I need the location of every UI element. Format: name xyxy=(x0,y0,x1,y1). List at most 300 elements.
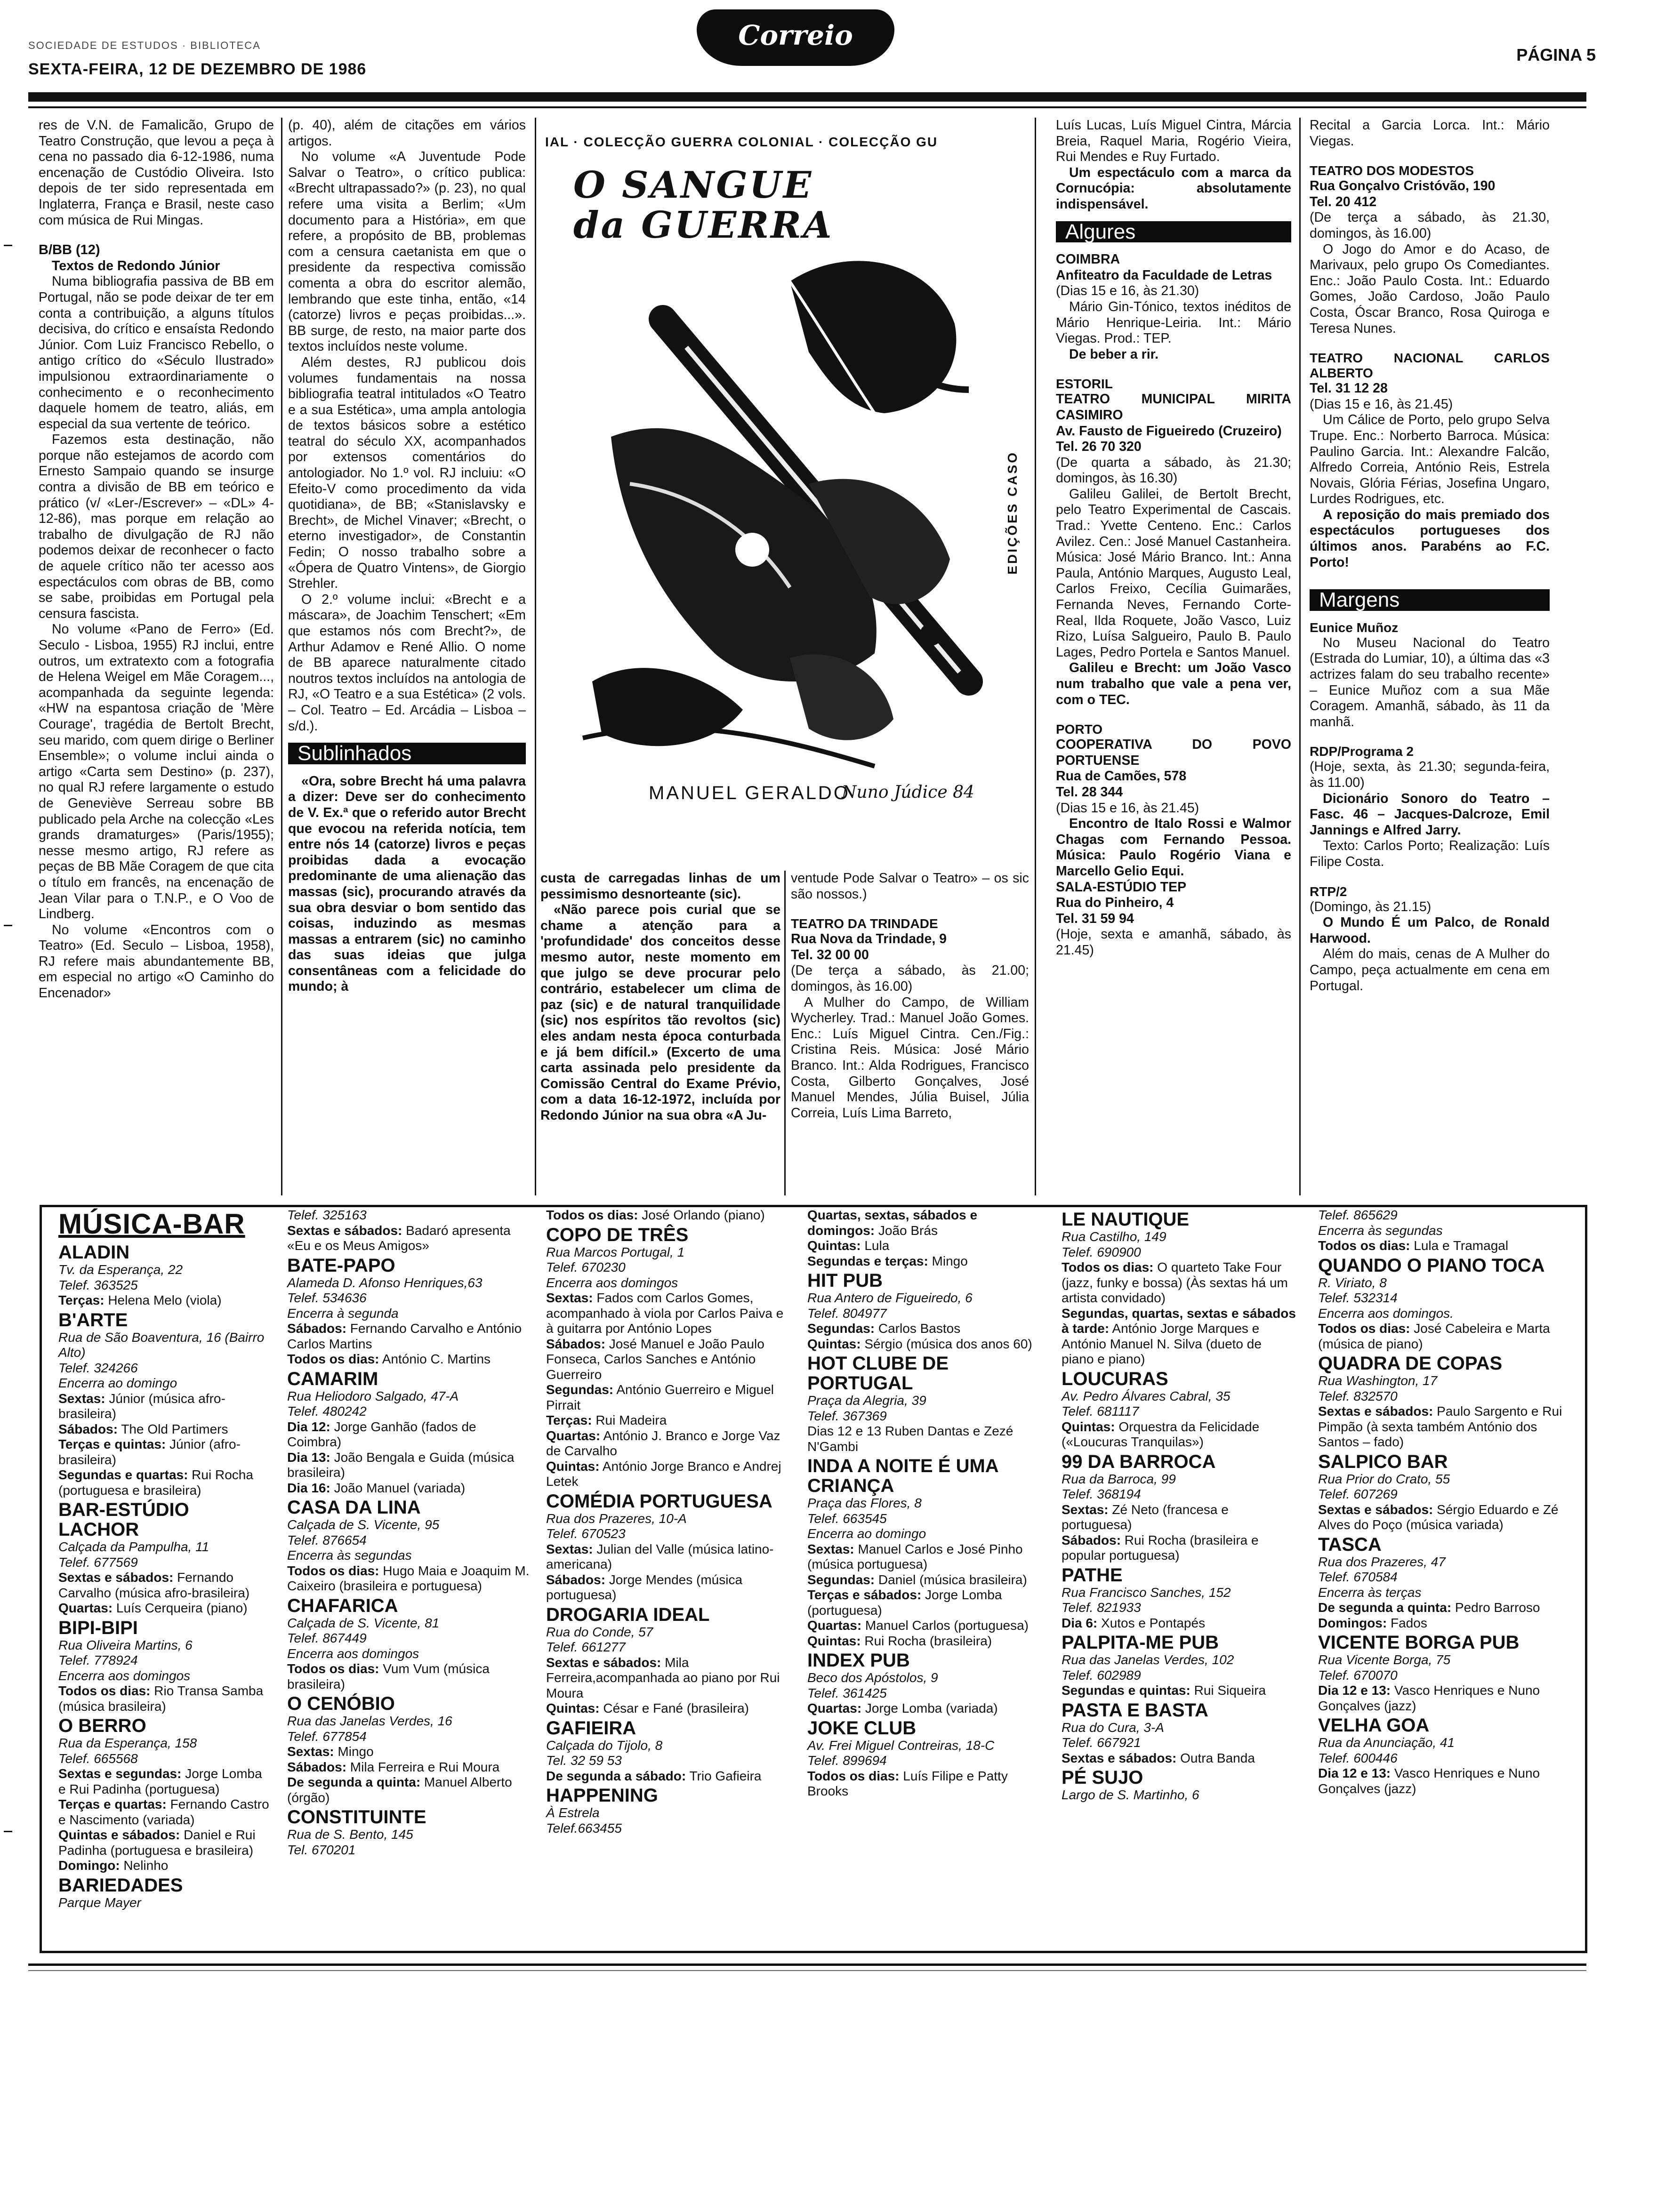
city-coimbra: COIMBRA xyxy=(1056,252,1120,267)
censorship-quote: «Ora, sobre Brecht há uma palavra a dizer: Deve ser do conhecimento de V. Ex.ª que o referido autor Brecht que evocou na referida notícia, tem entre nós 14 (catorze) livros e peças proibidas dada a evocação predominante de uma alienação das massas (sic), procurando através da sua obra desviar o bom sentido das coisas, induzindo as mesmas massas a entrarem (sic) no caminho das suas ideias que julga consentâneas com a felicidade do mundo; à xyxy=(288,773,526,994)
scan-code: SOCIEDADE DE ESTUDOS · BIBLIOTECA xyxy=(28,40,261,51)
bar-schedule-line: Sextas e sábados: Fernando Carvalho (música afro-brasileira) xyxy=(58,1570,250,1600)
bar-schedule-line: Quintas: Rui Rocha (brasileira) xyxy=(807,1633,992,1648)
bar-schedule-line: Sextas: Manuel Carlos e José Pinho (música portuguesa) xyxy=(807,1541,1023,1571)
bar-listing xyxy=(807,1718,1043,1799)
bar-name: B'ARTE xyxy=(58,1309,128,1330)
bar-phone: Telef. 690900 xyxy=(1062,1244,1141,1259)
bar-name: BARIEDADES xyxy=(58,1875,183,1896)
bar-schedule-line: Sextas e sábados: Outra Banda xyxy=(1062,1750,1255,1765)
poster-title-line2: da GUERRA xyxy=(573,204,834,247)
bar-schedule-line: Todos os dias: José Orlando (piano) xyxy=(546,1208,765,1222)
bar-schedule-line: Terças e quintas: Júnior (afro-brasileira) xyxy=(58,1437,241,1467)
issue-date: SEXTA-FEIRA, 12 DE DEZEMBRO DE 1986 xyxy=(28,60,367,78)
bar-listing xyxy=(58,1618,273,1715)
bar-address: Rua da Barroca, 99 xyxy=(1062,1471,1176,1486)
bar-address: Largo de S. Martinho, 6 xyxy=(1062,1787,1199,1802)
col6-paragraph: Recital a Garcia Lorca. Int.: Mário Viegas. xyxy=(1310,118,1550,149)
bar-name: CAMARIM xyxy=(287,1368,378,1389)
bar-phone: Telef. 681117 xyxy=(1062,1404,1139,1419)
bar-listing xyxy=(1062,1565,1297,1631)
bar-name: QUANDO O PIANO TOCA xyxy=(1318,1255,1545,1276)
margin-mark xyxy=(4,245,12,246)
bar-phone: Telef. 677854 xyxy=(287,1729,367,1744)
bar-listing xyxy=(287,1694,532,1805)
musica-col-5 xyxy=(1062,1208,1297,1803)
bar-name: GAFIEIRA xyxy=(546,1717,636,1739)
bar-listing xyxy=(1062,1768,1297,1803)
eunice-heading: Eunice Muñoz xyxy=(1310,620,1399,635)
musica-col-1 xyxy=(58,1208,273,1910)
venue-hours: (De terça a sábado, às 21.00; domingos, às 16.00) xyxy=(791,963,1029,994)
bar-address: Calçada do Tijolo, 8 xyxy=(546,1738,663,1753)
column-4 xyxy=(791,871,1029,1121)
header-rule-thin xyxy=(28,106,1586,108)
bar-phone: Tel. 32 59 53 xyxy=(546,1753,622,1768)
bar-address: Rua da Anunciação, 41 xyxy=(1318,1735,1455,1750)
bar-address: Rua do Cura, 3-A xyxy=(1062,1720,1164,1735)
venue-address: Rua do Pinheiro, 4 xyxy=(1056,895,1174,911)
bar-phone: Telef. 670584 xyxy=(1318,1570,1398,1584)
bar-schedule-line: Todos os dias: Rio Transa Samba (música brasileira) xyxy=(58,1683,264,1714)
venue-name: TEATRO DA TRINDADE xyxy=(791,916,938,931)
bar-schedule-line: Segundas e terças: Mingo xyxy=(807,1253,968,1268)
bar-address: Beco dos Apóstolos, 9 xyxy=(807,1670,938,1685)
bar-name: BATE-PAPO xyxy=(287,1255,395,1276)
rdp-hours: (Hoje, sexta, às 21.30; segunda-feira, às 11.00) xyxy=(1310,759,1550,790)
musica-col-6 xyxy=(1318,1208,1563,1796)
column-1 xyxy=(39,118,274,1002)
bar-phone: Telef. 325163 xyxy=(287,1208,367,1222)
venue-note: Galileu e Brecht: um João Vasco num trabalho que vale a pena ver, com o TEC. xyxy=(1056,660,1291,707)
bar-name: INDEX PUB xyxy=(807,1650,910,1671)
bar-address: Rua dos Prazeres, 47 xyxy=(1318,1554,1446,1569)
bar-name: TASCA xyxy=(1318,1534,1382,1555)
bar-schedule-line: Sábados: Mila Ferreira e Rui Moura xyxy=(287,1759,500,1774)
bar-schedule-line: Sábados: José Manuel e João Paulo Fonseca, Carlos Sanches e António Guerreiro xyxy=(546,1336,764,1382)
col1-section: B/BB (12) xyxy=(39,242,100,258)
bar-listing xyxy=(1318,1715,1563,1796)
bar-schedule-line: Dia 13: João Bengala e Guida (música brasileira) xyxy=(287,1450,515,1480)
bar-phone: Telef. 832570 xyxy=(1318,1388,1398,1403)
bar-schedule-line: Terças: Helena Melo (viola) xyxy=(58,1293,222,1307)
bar-listing xyxy=(287,1369,532,1496)
venue-note: De beber a rir. xyxy=(1069,346,1159,362)
bar-schedule-line: Todos os dias: António C. Martins xyxy=(287,1352,491,1366)
bar-listing xyxy=(546,1225,791,1490)
bar-phone: Telef. 361425 xyxy=(807,1685,887,1700)
bar-listing xyxy=(1062,1210,1297,1367)
poster-publisher: EDIÇÕES CASO xyxy=(1005,451,1020,575)
bar-schedule-line: Dias 12 e 13 Ruben Dantas e Zezé N'Gambi xyxy=(807,1424,1014,1454)
bar-name: ALADIN xyxy=(58,1242,130,1263)
bar-listing xyxy=(1318,1208,1563,1254)
venue-hours: (De quarta a sábado, às 21.30; domingos, às 16.30) xyxy=(1056,455,1291,486)
bar-schedule-line: Dia 12: Jorge Ganhão (fados de Coimbra) xyxy=(287,1419,476,1449)
bar-schedule-line: Sextas e sábados: Paulo Sargento e Rui Pimpão (à sexta também António dos Santos – fado) xyxy=(1318,1404,1562,1449)
bar-name: INDA A NOITE É UMA CRIANÇA xyxy=(807,1456,998,1496)
venue-name: TEATRO DOS MODESTOS xyxy=(1310,163,1474,178)
bar-name: CONSTITUINTE xyxy=(287,1807,426,1827)
col2-paragraph: Além destes, RJ publicou dois volumes fundamentais na nossa bibliografia teatral intitulados «O Teatro e a sua Estética», uma ampla antologia de textos básicos sobre a estético teatral do século XX, acompanhados por extensos comentários do antologiador. No 1.º vol. RJ incluiu: «O Efeito-V como procedimento da vida quotidiana», de BB; «Stanislavsky e Brecht», de Michel Vinaver; «Brecht, o eterno investigador», de Constantin Fedin; O nosso trabalho sobre a «Ópera de Quatro Vintens», de Giorgio Strehler. xyxy=(288,354,526,592)
bar-schedule-line: Segundas e quartas: Rui Rocha (portuguesa e brasileira) xyxy=(58,1467,253,1498)
bar-listing xyxy=(546,1718,791,1784)
col3-paragraph: custa de carregadas linhas de um pessimismo desnorteante (sic). xyxy=(540,871,780,902)
poster-signature: Nuno Júdice 84 xyxy=(842,783,974,802)
listing-group xyxy=(58,1242,273,1910)
bar-address: Rua do Conde, 57 xyxy=(546,1624,653,1639)
page-number: PÁGINA 5 xyxy=(1516,45,1596,64)
bar-schedule-line: Segundas, quartas, sextas e sábados à tarde: António Jorge Marques e António Manuel N. Silva (dueto de piano e piano) xyxy=(1062,1306,1296,1366)
bar-listing xyxy=(287,1256,532,1367)
bar-name: CASA DA LINA xyxy=(287,1497,421,1518)
bar-name: LOUCURAS xyxy=(1062,1368,1168,1389)
bar-name: CHAFARICA xyxy=(287,1595,398,1616)
col1-paragraph: No volume «Encontros com o Teatro» (Ed. Seculo – Lisboa, 1958), RJ refere mais abundantemente BB, em especial no artigo «O Caminho do Encenador» xyxy=(39,922,274,1001)
bar-name: VICENTE BORGA PUB xyxy=(1318,1632,1520,1653)
bar-listing xyxy=(1318,1354,1563,1450)
bar-address: R. Viriato, 8 xyxy=(1318,1275,1387,1290)
bar-schedule-line: Quintas: António Jorge Branco e Andrej Letek xyxy=(546,1459,781,1489)
bar-phone: Telef. 899694 xyxy=(807,1753,887,1768)
bar-phone: Telef. 663545 xyxy=(807,1511,887,1526)
bar-phone: Telef. 670230 xyxy=(546,1260,626,1274)
bar-listing xyxy=(546,1491,791,1603)
bar-listing xyxy=(1062,1369,1297,1450)
bar-listing xyxy=(58,1875,273,1911)
bar-phone: Telef. 677569 xyxy=(58,1555,138,1570)
poster-author: MANUEL GERALDO xyxy=(649,783,850,803)
bar-schedule-line: De segunda a quinta: Manuel Alberto (órgão) xyxy=(287,1775,512,1805)
eunice-text: No Museu Nacional do Teatro (Estrada do Lumiar, 10), a última das «3 actrizes falam do seu trabalho recente» – Eunice Muñoz com a sua Mãe Coragem. Amanhã, sábado, às 11 da manhã. xyxy=(1310,635,1550,729)
bar-schedule-line: Todos os dias: Vum Vum (música brasileira) xyxy=(287,1661,490,1691)
bar-schedule-line: Domingos: Fados xyxy=(1318,1615,1427,1630)
city-porto: PORTO xyxy=(1056,722,1103,737)
venue-name: COOPERATIVA DO POVO PORTUENSE xyxy=(1056,737,1291,768)
bar-listing xyxy=(287,1498,532,1594)
bar-phone: Telef. 368194 xyxy=(1062,1487,1141,1501)
bar-listing xyxy=(58,1310,273,1499)
bar-name: O CENÓBIO xyxy=(287,1693,395,1714)
bar-schedule-line: Sextas e sábados: Mila Ferreira,acompanhada ao piano por Rui Moura xyxy=(546,1655,780,1700)
bar-address: Rua de S. Bento, 145 xyxy=(287,1827,413,1842)
venue-note: A reposição do mais premiado dos espectáculos portugueses dos últimos anos. Parabéns ao F.C. Porto! xyxy=(1310,507,1550,570)
venue-show: Mário Gin-Tónico, textos inéditos de Mário Henrique-Leiria. Int.: Mário Viegas. Prod.: TEP. xyxy=(1056,299,1291,346)
column-rule xyxy=(784,871,786,1195)
bar-listing xyxy=(546,1208,791,1223)
bar-name: BIPI-BIPI xyxy=(58,1617,138,1638)
bar-schedule-line: Sextas e sábados: Badaró apresenta «Eu e os Meus Amigos» xyxy=(287,1223,511,1253)
bar-closing-day: Encerra aos domingos xyxy=(58,1668,191,1683)
venue-tel: Tel. 28 344 xyxy=(1056,784,1123,800)
bar-address: Rua Castilho, 149 xyxy=(1062,1229,1166,1244)
bar-schedule-line: Quintas: César e Fané (brasileira) xyxy=(546,1701,749,1715)
bar-schedule-line: Sábados: The Old Partimers xyxy=(58,1421,228,1436)
bar-closing-day: Encerra ao domingo xyxy=(58,1376,177,1390)
bar-schedule-line: Quartas: Jorge Lomba (variada) xyxy=(807,1701,998,1715)
bar-name: COPO DE TRÊS xyxy=(546,1224,689,1245)
poster-banner: IAL · COLECÇÃO GUERRA COLONIAL · COLECÇÃO GU xyxy=(545,135,938,149)
bar-listing xyxy=(546,1605,791,1716)
bar-schedule-line: Todos os dias: Hugo Maia e Joaquim M. Caixeiro (brasileira e portuguesa) xyxy=(287,1563,530,1593)
bar-address: Alameda D. Afonso Henriques,63 xyxy=(287,1275,483,1290)
bar-schedule-line: De segunda a sábado: Trio Gafieira xyxy=(546,1768,762,1783)
bar-phone: Telef. 602989 xyxy=(1062,1667,1141,1683)
column-rule xyxy=(281,118,282,1195)
venue-show: A Mulher do Campo, de William Wycherley. Trad.: Manuel João Gomes. Enc.: Luís Miguel Cintra. Cen./Fig.: Cristina Reis. Música: José Mário Branco. Int.: Alda Rodrigues, Francisco Costa, Gilberto Gonçalves, José Manuel Mendes, Júlia Buisel, Júlia Correia, Luís Lima Barreto, xyxy=(791,994,1029,1121)
venue-show: Um Cálice de Porto, pelo grupo Selva Trupe. Enc.: Norberto Barroca. Música: Paulino Garcia. Int.: Alexandre Falcão, Alfredo Correia, António Reis, Estrela Novais, Glória Férias, Josefina Ungaro, Lurdes Rodrigues, etc. xyxy=(1310,412,1550,507)
rdp-heading: RDP/Programa 2 xyxy=(1310,744,1414,759)
bar-listing xyxy=(807,1651,1043,1716)
venue-tel: Tel. 26 70 320 xyxy=(1056,439,1142,455)
bar-schedule-line: Sextas: Fados com Carlos Gomes, acompanhado à viola por Carlos Paiva e à guitarra por António Lopes xyxy=(546,1290,784,1336)
bar-schedule-line: Terças: Rui Madeira xyxy=(546,1413,667,1427)
bar-phone: Telef. 534636 xyxy=(287,1290,367,1305)
venue-tel: Tel. 31 59 94 xyxy=(1056,911,1134,926)
bar-listing xyxy=(1062,1452,1297,1563)
venue-address: Rua Gonçalvo Cristóvão, 190 xyxy=(1310,178,1496,194)
bar-phone: Telef. 324266 xyxy=(58,1360,138,1375)
bar-schedule-line: De segunda a quinta: Pedro Barroso xyxy=(1318,1600,1540,1615)
column-3 xyxy=(540,871,780,1124)
bar-listing xyxy=(546,1786,791,1836)
venue-hours: (Dias 15 e 16, às 21.45) xyxy=(1056,800,1199,816)
col1-subhead: Textos de Redondo Júnior xyxy=(52,258,220,273)
bar-name: HIT PUB xyxy=(807,1270,883,1291)
bar-phone: Telef. 607269 xyxy=(1318,1487,1398,1501)
venue-name: Anfiteatro da Faculdade de Letras xyxy=(1056,267,1272,283)
bar-address: Rua Vicente Borga, 75 xyxy=(1318,1652,1451,1667)
venue-hours: (Hoje, sexta e amanhã, sábado, às 21.45) xyxy=(1056,927,1291,958)
col2-paragraph: (p. 40), além de citações em vários artigos. xyxy=(288,118,526,149)
bar-listing xyxy=(287,1807,532,1858)
bar-phone: Telef.663455 xyxy=(546,1820,622,1835)
bar-listing xyxy=(807,1354,1043,1454)
bar-closing-day: Encerra às terças xyxy=(1318,1585,1422,1600)
col5-paragraph: Luís Lucas, Luís Miguel Cintra, Márcia Breia, Raquel Maria, Rogério Vieira, Rui Mendes e Ruy Furtado. xyxy=(1056,118,1291,165)
bar-phone: Telef. 665568 xyxy=(58,1751,138,1766)
bar-schedule-line: Segundas: Daniel (música brasileira) xyxy=(807,1572,1027,1587)
bar-address: Parque Mayer xyxy=(58,1895,141,1910)
bar-name: BAR-ESTÚDIO LACHOR xyxy=(58,1499,189,1540)
newspaper-logo xyxy=(697,9,894,66)
bar-schedule-line: Quartas, sextas, sábados e domingos: João Brás xyxy=(807,1208,978,1238)
bar-schedule-line: Sextas e sábados: Sérgio Eduardo e Zé Alves do Poço (música variada) xyxy=(1318,1502,1559,1532)
col3-paragraph: «Não parece pois curial que se chame a atenção para a 'profundidade' dos conceitos desse mesmo autor, neste momento em que julgo se deve procurar pelo contrário, estabelecer um clima de paz (sic) e de natural tranquilidade (sic) nos espíritos tão revoltos (sic) eles andam nesta época conturbada e já bem difícil.» (Excerto de uma carta assinada pelo presidente da Comissão Central do Exame Prévio, com a data 16-12-1972, incluída por Redondo Júnior na sua obra «A Ju- xyxy=(540,902,780,1123)
rtp-show: O Mundo É um Palco, de Ronald Harwood. xyxy=(1310,915,1550,946)
musica-col-4 xyxy=(807,1208,1043,1799)
poster-illustration xyxy=(545,126,1023,832)
bar-schedule-line: Domingo: Nelinho xyxy=(58,1858,169,1873)
bar-listing xyxy=(58,1242,273,1308)
bar-phone: Telef. 867449 xyxy=(287,1631,367,1645)
bar-phone: Telef. 670070 xyxy=(1318,1667,1398,1683)
venue-show: O Jogo do Amor e do Acaso, de Marivaux, pelo grupo Os Comediantes. Enc.: João Paulo Costa. Int.: Eduardo Gomes, João Cardoso, João Paulo Costa, Óscar Branco, Rosa Quiroga e Teresa Nunes. xyxy=(1310,241,1550,336)
margin-mark xyxy=(4,1831,12,1832)
bar-name: HOT CLUBE DE PORTUGAL xyxy=(807,1353,949,1394)
col1-paragraph: No volume «Pano de Ferro» (Ed. Seculo - Lisboa, 1955) RJ inclui, entre outros, um extratexto com a fotografia de Helena Weigel em Mãe Coragem..., acompanhada da seguinte legenda: «HW na espantosa criação de 'Mère Courage', tragédia de Bertolt Brecht, seu marido, com quem dirige o Berliner Ensemble»; o volume inclui ainda o artigo «Carta sem Destino» (p. 237), no qual RJ refere largamente o estudo de Geneviève Serreau sobre BB publicado pela Arche na colecção «Les grands dramaturges» (Paris/1955); nesse mesmo artigo, RJ refere as peças de BB Mãe Coragem de que cita o título em francês, na encenação de Jean Vilar para o T.N.P., e O Voo de Lindberg. xyxy=(39,622,274,922)
bar-listing xyxy=(287,1596,532,1692)
bar-name: PATHE xyxy=(1062,1564,1123,1586)
bar-listing xyxy=(58,1500,273,1616)
bar-address: Rua de São Boaventura, 16 (Bairro Alto) xyxy=(58,1330,265,1360)
bar-schedule-line: Todos os dias: O quarteto Take Four (jazz, funky e bossa) (Às sextas há um artista convidado) xyxy=(1062,1260,1288,1305)
bar-schedule-line: Quintas e sábados: Daniel e Rui Padinha (portuguesa e brasileira) xyxy=(58,1827,256,1858)
col1-paragraph: Fazemos esta destinação, não porque não estejamos de acordo com Ernesto Sampaio quando se insurge contra a divisão de BB em teórico e prático (v/ «Ler-/Escrever» – «DL» 4-12-86), mas porque em relação ao trabalho de divulgação de RJ não podemos deixar de reconhecer o facto de aquele crítico não ter acesso aos espectáculos com obras de BB, como se sabe, proibidas em Portugal pela censura fascista. xyxy=(39,432,274,621)
col2-paragraph: No volume «A Juventude Pode Salvar o Teatro», o crítico publica: «Brecht ultrapassado?» (p. 23), no qual refere uma visita a Berlim; «Um documento para a História», em que refere, a propósito de BB, problemas com a censura caetanista em que o presidente da respectiva comissão comenta a obra do escritor alemão, lembrando que este tinha, então, «14 (catorze) livros e peças proibidas...». BB surge, de resto, na maior parte dos textos incluídos neste volume. xyxy=(288,149,526,354)
bar-address: Rua dos Prazeres, 10-A xyxy=(546,1511,687,1526)
col5-note: Um espectáculo com a marca da Cornucópia: absolutamente indispensável. xyxy=(1056,165,1291,212)
bar-phone: Telef. 363525 xyxy=(58,1277,138,1292)
bar-listing xyxy=(1062,1700,1297,1766)
bar-listing xyxy=(1318,1256,1563,1352)
bar-address: Rua Washington, 17 xyxy=(1318,1373,1438,1388)
bar-address: Calçada de S. Vicente, 81 xyxy=(287,1615,440,1630)
bar-name: O BERRO xyxy=(58,1715,146,1736)
margens-heading: Margens xyxy=(1310,589,1550,611)
venue-address: Rua Nova da Trindade, 9 xyxy=(791,931,947,947)
column-2 xyxy=(288,118,526,995)
bar-listing xyxy=(807,1208,1043,1269)
bar-phone: Telef. 367369 xyxy=(807,1408,887,1423)
col1-paragraph: Numa bibliografia passiva de BB em Portugal, não se pode deixar de ter em conta a contribuição, a alguns títulos decisiva, do crítico e ensaísta Redondo Júnior. Com Luiz Francisco Rebello, o antigo crítico do «Século Ilustrado» impulsionou extraordinariamente o conhecimento e o reconhecimento daquele homem de teatro, aliás, em especial da sua vertente de teórico. xyxy=(39,274,274,432)
bar-name: PALPITA-ME PUB xyxy=(1062,1632,1219,1653)
bar-name: QUADRA DE COPAS xyxy=(1318,1353,1503,1374)
bar-schedule-line: Dia 12 e 13: Vasco Henriques e Nuno Gonçalves (jazz) xyxy=(1318,1683,1540,1713)
bar-phone: Tel. 670201 xyxy=(287,1842,356,1857)
bar-address: À Estrela xyxy=(546,1805,600,1820)
col1-intro: res de V.N. de Famalicão, Grupo de Teatro Construção, que levou a peça à cena no passado dia 6-12-1986, numa encenação de Custódio Oliveira. Isto depois de ter sido representada em Inglaterra, França e Brasil, neste caso com música de Rui Mingas. xyxy=(39,118,274,228)
venue-hours: (Dias 15 e 16, às 21.45) xyxy=(1310,396,1453,412)
bar-closing-day: Encerra às segundas xyxy=(1318,1223,1443,1238)
venue-name: TEATRO NACIONAL CARLOS ALBERTO xyxy=(1310,351,1550,381)
bar-phone: Telef. 865629 xyxy=(1318,1208,1398,1222)
bar-address: Av. Frei Miguel Contreiras, 18-C xyxy=(807,1738,995,1753)
bar-name: HAPPENING xyxy=(546,1785,658,1806)
bar-address: Calçada de S. Vicente, 95 xyxy=(287,1517,440,1532)
rtp-heading: RTP/2 xyxy=(1310,884,1347,899)
bar-phone: Telef. 876654 xyxy=(287,1532,367,1547)
bar-schedule-line: Segundas e quintas: Rui Siqueira xyxy=(1062,1683,1266,1698)
musica-col-2 xyxy=(287,1208,532,1858)
bar-listing xyxy=(1318,1633,1563,1714)
bar-closing-day: Encerra aos domingos. xyxy=(1318,1306,1454,1321)
margin-mark xyxy=(4,925,12,926)
bar-name: SALPICO BAR xyxy=(1318,1451,1448,1472)
column-6 xyxy=(1310,118,1550,994)
bar-schedule-line: Dia 12 e 13: Vasco Henriques e Nuno Gonçalves (jazz) xyxy=(1318,1766,1540,1796)
bar-closing-day: Encerra ao domingo xyxy=(807,1526,926,1541)
bar-address: Rua da Esperança, 158 xyxy=(58,1736,197,1750)
bar-address: Rua Oliveira Martins, 6 xyxy=(58,1637,193,1652)
bar-schedule-line: Sextas e segundas: Jorge Lomba e Rui Padinha (portuguesa) xyxy=(58,1766,262,1796)
bar-name: VELHA GOA xyxy=(1318,1715,1430,1736)
bar-phone: Telef. 532314 xyxy=(1318,1290,1398,1305)
bar-address: Rua Francisco Sanches, 152 xyxy=(1062,1585,1231,1600)
bar-address: Calçada da Pampulha, 11 xyxy=(58,1539,209,1554)
bar-schedule-line: Quartas: Luís Cerqueira (piano) xyxy=(58,1601,248,1615)
bar-name: 99 DA BARROCA xyxy=(1062,1451,1216,1472)
bar-phone: Telef. 667921 xyxy=(1062,1735,1141,1750)
bar-address: Rua das Janelas Verdes, 102 xyxy=(1062,1652,1234,1667)
footer-rule xyxy=(28,1964,1586,1966)
bar-schedule-line: Sextas: Zé Neto (francesa e portuguesa) xyxy=(1062,1502,1229,1532)
bar-address: Tv. da Esperança, 22 xyxy=(58,1262,183,1277)
bar-closing-day: Encerra aos domingos xyxy=(546,1275,678,1290)
bar-address: Rua Marcos Portugal, 1 xyxy=(546,1244,685,1259)
bar-phone: Telef. 778924 xyxy=(58,1653,138,1667)
bar-closing-day: Encerra às segundas xyxy=(287,1548,412,1563)
bar-phone: Telef. 600446 xyxy=(1318,1750,1398,1765)
venue-hours: (Dias 15 e 16, às 21.30) xyxy=(1056,283,1199,299)
column-rule xyxy=(1035,118,1036,1195)
city-estoril: ESTORIL xyxy=(1056,377,1113,392)
rdp-credit: Texto: Carlos Porto; Realização: Luís Filipe Costa. xyxy=(1310,838,1550,869)
bar-name: LE NAUTIQUE xyxy=(1062,1209,1190,1230)
venue-hours: (De terça a sábado, às 21.30, domingos, às 16.00) xyxy=(1310,210,1550,241)
bar-schedule-line: Quintas: Lula xyxy=(807,1238,890,1253)
bar-schedule-line: Todos os dias: José Cabeleira e Marta (música de piano) xyxy=(1318,1321,1550,1351)
bar-phone: Telef. 661277 xyxy=(546,1640,626,1654)
bar-address: Praça das Flores, 8 xyxy=(807,1496,922,1510)
bar-listing xyxy=(287,1208,532,1254)
bar-address: Rua Heliodoro Salgado, 47-A xyxy=(287,1388,459,1403)
sublinhados-heading: Sublinhados xyxy=(288,743,526,764)
column-5 xyxy=(1056,118,1291,959)
bar-schedule-line: Quintas: Orquestra da Felicidade («Loucuras Tranquilas») xyxy=(1062,1419,1260,1449)
bar-address: Praça da Alegria, 39 xyxy=(807,1393,926,1408)
venue-address: Rua de Camões, 578 xyxy=(1056,769,1187,784)
bar-schedule-line: Quartas: Manuel Carlos (portuguesa) xyxy=(807,1618,1029,1633)
footer-rule-thin xyxy=(28,1970,1586,1971)
venue-address: Av. Fausto de Figueiredo (Cruzeiro) xyxy=(1056,423,1282,439)
bar-name: DROGARIA IDEAL xyxy=(546,1604,710,1625)
bar-address: Av. Pedro Álvares Cabral, 35 xyxy=(1062,1388,1231,1403)
bar-listing xyxy=(807,1271,1043,1352)
bar-name: JOKE CLUB xyxy=(807,1717,917,1739)
bar-listing xyxy=(1318,1452,1563,1533)
venue-show: Encontro de Italo Rossi e Walmor Chagas com Fernando Pessoa. Música: Paulo Rogério Viana e Marcello Gelio Equi. xyxy=(1056,816,1291,879)
col4-paragraph: ventude Pode Salvar o Teatro» – os sic são nossos.) xyxy=(791,871,1029,902)
bar-schedule-line: Sextas: Julian del Valle (música latino-americana) xyxy=(546,1541,774,1571)
bar-listing xyxy=(58,1716,273,1874)
bar-listing xyxy=(1062,1633,1297,1699)
venue-name: TEATRO MUNICIPAL MIRITA CASIMIRO xyxy=(1056,392,1291,423)
bar-schedule-line: Dia 16: João Manuel (variada) xyxy=(287,1480,466,1495)
bar-schedule-line: Sextas: Júnior (música afro-brasileira) xyxy=(58,1391,225,1421)
bar-schedule-line: Segundas: António Guerreiro e Miguel Pirrait xyxy=(546,1382,774,1412)
bar-phone: Telef. 804977 xyxy=(807,1306,887,1321)
bar-address: Rua das Janelas Verdes, 16 xyxy=(287,1714,452,1728)
book-cover-poster xyxy=(545,126,1023,832)
bar-schedule-line: Terças e quartas: Fernando Castro e Nascimento (variada) xyxy=(58,1797,269,1827)
col2-paragraph: O 2.º volume inclui: «Brecht e a máscara», de Joachim Tenschert; «Em que estamos nós com Brecht?», de Arthur Adamov e René Allio. O nome de BB aparece naturalmente citado noutros textos incluídos na antologia de RJ, «O Teatro e a sua Estética» (2 vols. – Col. Teatro – Ed. Arcádia – Lisboa – s/d.). xyxy=(288,592,526,734)
bar-schedule-line: Sábados: Jorge Mendes (música portuguesa) xyxy=(546,1572,743,1602)
venue-name: SALA-ESTÚDIO TEP xyxy=(1056,879,1187,895)
rtp-hours: (Domingo, às 21.15) xyxy=(1310,899,1432,914)
bar-schedule-line: Terças e sábados: Jorge Lomba (portuguesa) xyxy=(807,1587,1002,1618)
bar-name: COMÉDIA PORTUGUESA xyxy=(546,1491,772,1512)
venue-tel: Tel. 20 412 xyxy=(1310,194,1377,209)
venue-tel: Tel. 32 00 00 xyxy=(791,947,869,962)
bar-phone: Telef. 480242 xyxy=(287,1404,367,1419)
bar-schedule-line: Dia 6: Xutos e Pontapés xyxy=(1062,1615,1206,1630)
bar-phone: Telef. 670523 xyxy=(546,1526,626,1541)
bar-listing xyxy=(807,1456,1043,1649)
bar-schedule-line: Todos os dias: Lula e Tramagal xyxy=(1318,1238,1509,1253)
bar-schedule-line: Sábados: Fernando Carvalho e António Carlos Martins xyxy=(287,1321,522,1351)
bar-schedule-line: Sextas: Mingo xyxy=(287,1744,374,1759)
